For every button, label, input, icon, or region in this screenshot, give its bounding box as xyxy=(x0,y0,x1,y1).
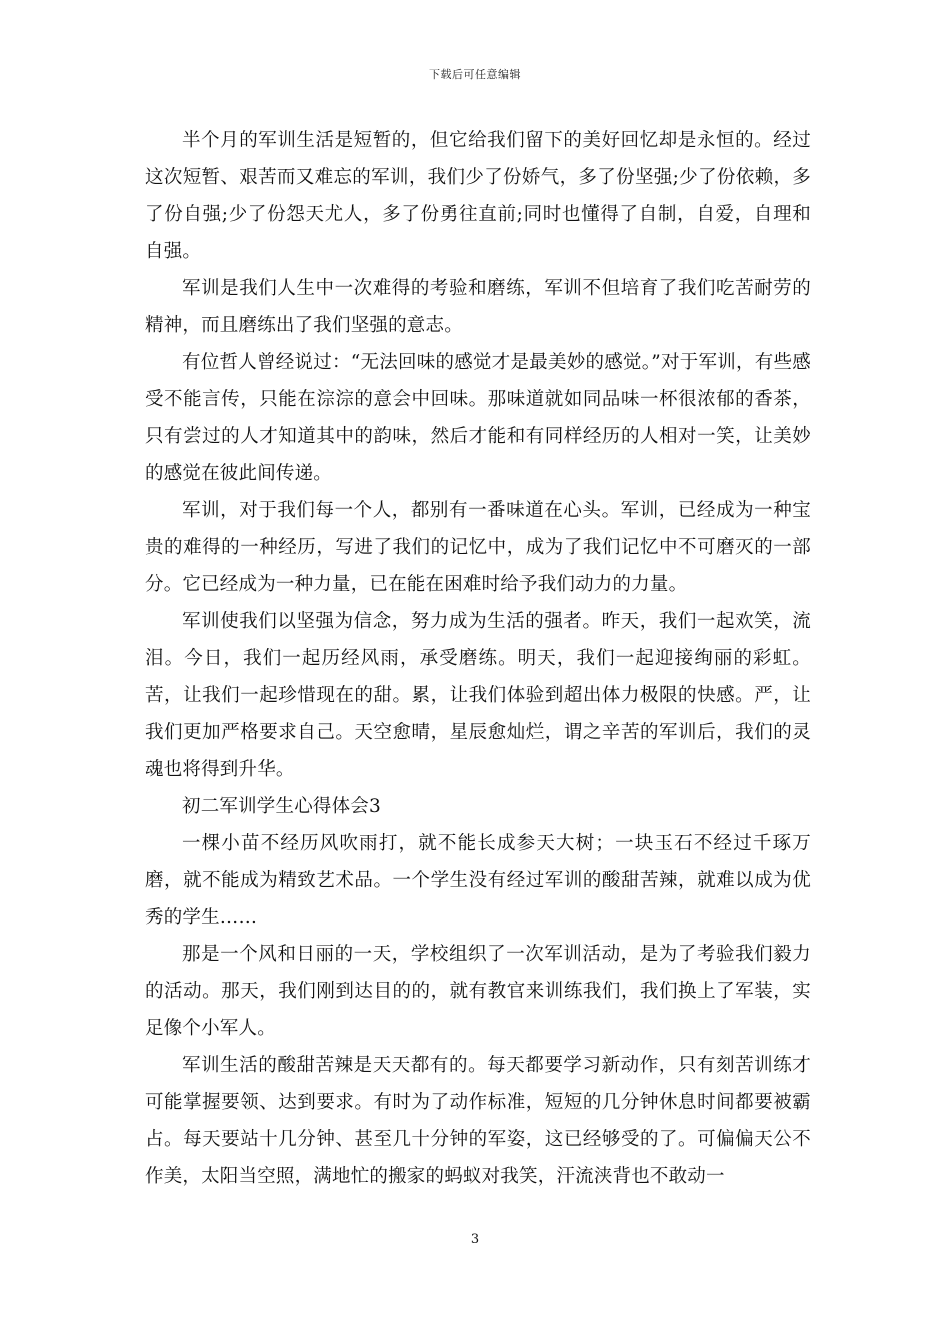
paragraph: 军训，对于我们每一个人，都别有一番味道在心头。军训，已经成为一种宝贵的难得的一种经历，写进了我们的记忆中，成为了我们记忆中不可磨灭的一部分。它已经成为一种力量，已在能在困难时给予我们动力的力量。 xyxy=(145,500,811,595)
paragraph: 有位哲人曾经说过：“无法回味的感觉才是最美妙的感觉。”对于军训，有些感受不能言传，只能在淙淙的意会中回味。那味道就如同品味一杯很浓郁的香茶，只有尝过的人才知道其中的韵味，然后才能和有同样经历的人相对一笑，让美妙的感觉在彼此间传递。 xyxy=(145,352,811,484)
section-heading: 初二军训学生心得体会3 xyxy=(182,796,381,817)
page-number: 3 xyxy=(470,1232,480,1247)
paragraph: 军训使我们以坚强为信念，努力成为生活的强者。昨天，我们一起欢笑，流泪。今日，我们一起历经风雨，承受磨练。明天，我们一起迎接绚丽的彩虹。苦，让我们一起珍惜现在的甜。累，让我们体验到超出体力极限的快感。严，让我们更加严格要求自己。天空愈晴，星辰愈灿烂，谓之辛苦的军训后，我们的灵魂也将得到升华。 xyxy=(145,611,811,780)
paragraph: 半个月的军训生活是短暂的，但它给我们留下的美好回忆却是永恒的。经过这次短暂、艰苦而又难忘的军训，我们少了份娇气，多了份坚强;少了份依赖，多了份自强;少了份怨天尤人，多了份勇往直前;同时也懂得了自制，自爱，自理和自强。 xyxy=(145,130,811,262)
page-header: 下载后可任意编辑 xyxy=(429,68,521,81)
document-body xyxy=(145,122,811,1195)
paragraph: 军训是我们人生中一次难得的考验和磨练，军训不但培育了我们吃苦耐劳的精神，而且磨练出了我们坚强的意志。 xyxy=(145,278,811,336)
paragraph: 军训生活的酸甜苦辣是天天都有的。每天都要学习新动作，只有刻苦训练才可能掌握要领、达到要求。有时为了动作标准，短短的几分钟休息时间都要被霸占。每天要站十几分钟、甚至几十分钟的军姿，这已经够受的了。可偏偏天公不作美，太阳当空照，满地忙的搬家的蚂蚁对我笑，汗流浃背也不敢动一 xyxy=(145,1055,811,1187)
paragraph: 那是一个风和日丽的一天，学校组织了一次军训活动，是为了考验我们毅力的活动。那天，我们刚到达目的的，就有教官来训练我们，我们换上了军装，实足像个小军人。 xyxy=(145,944,811,1039)
paragraph: 一棵小苗不经历风吹雨打，就不能长成参天大树；一块玉石不经过千琢万磨，就不能成为精致艺术品。一个学生没有经过军训的酸甜苦辣，就难以成为优秀的学生…… xyxy=(145,833,811,928)
